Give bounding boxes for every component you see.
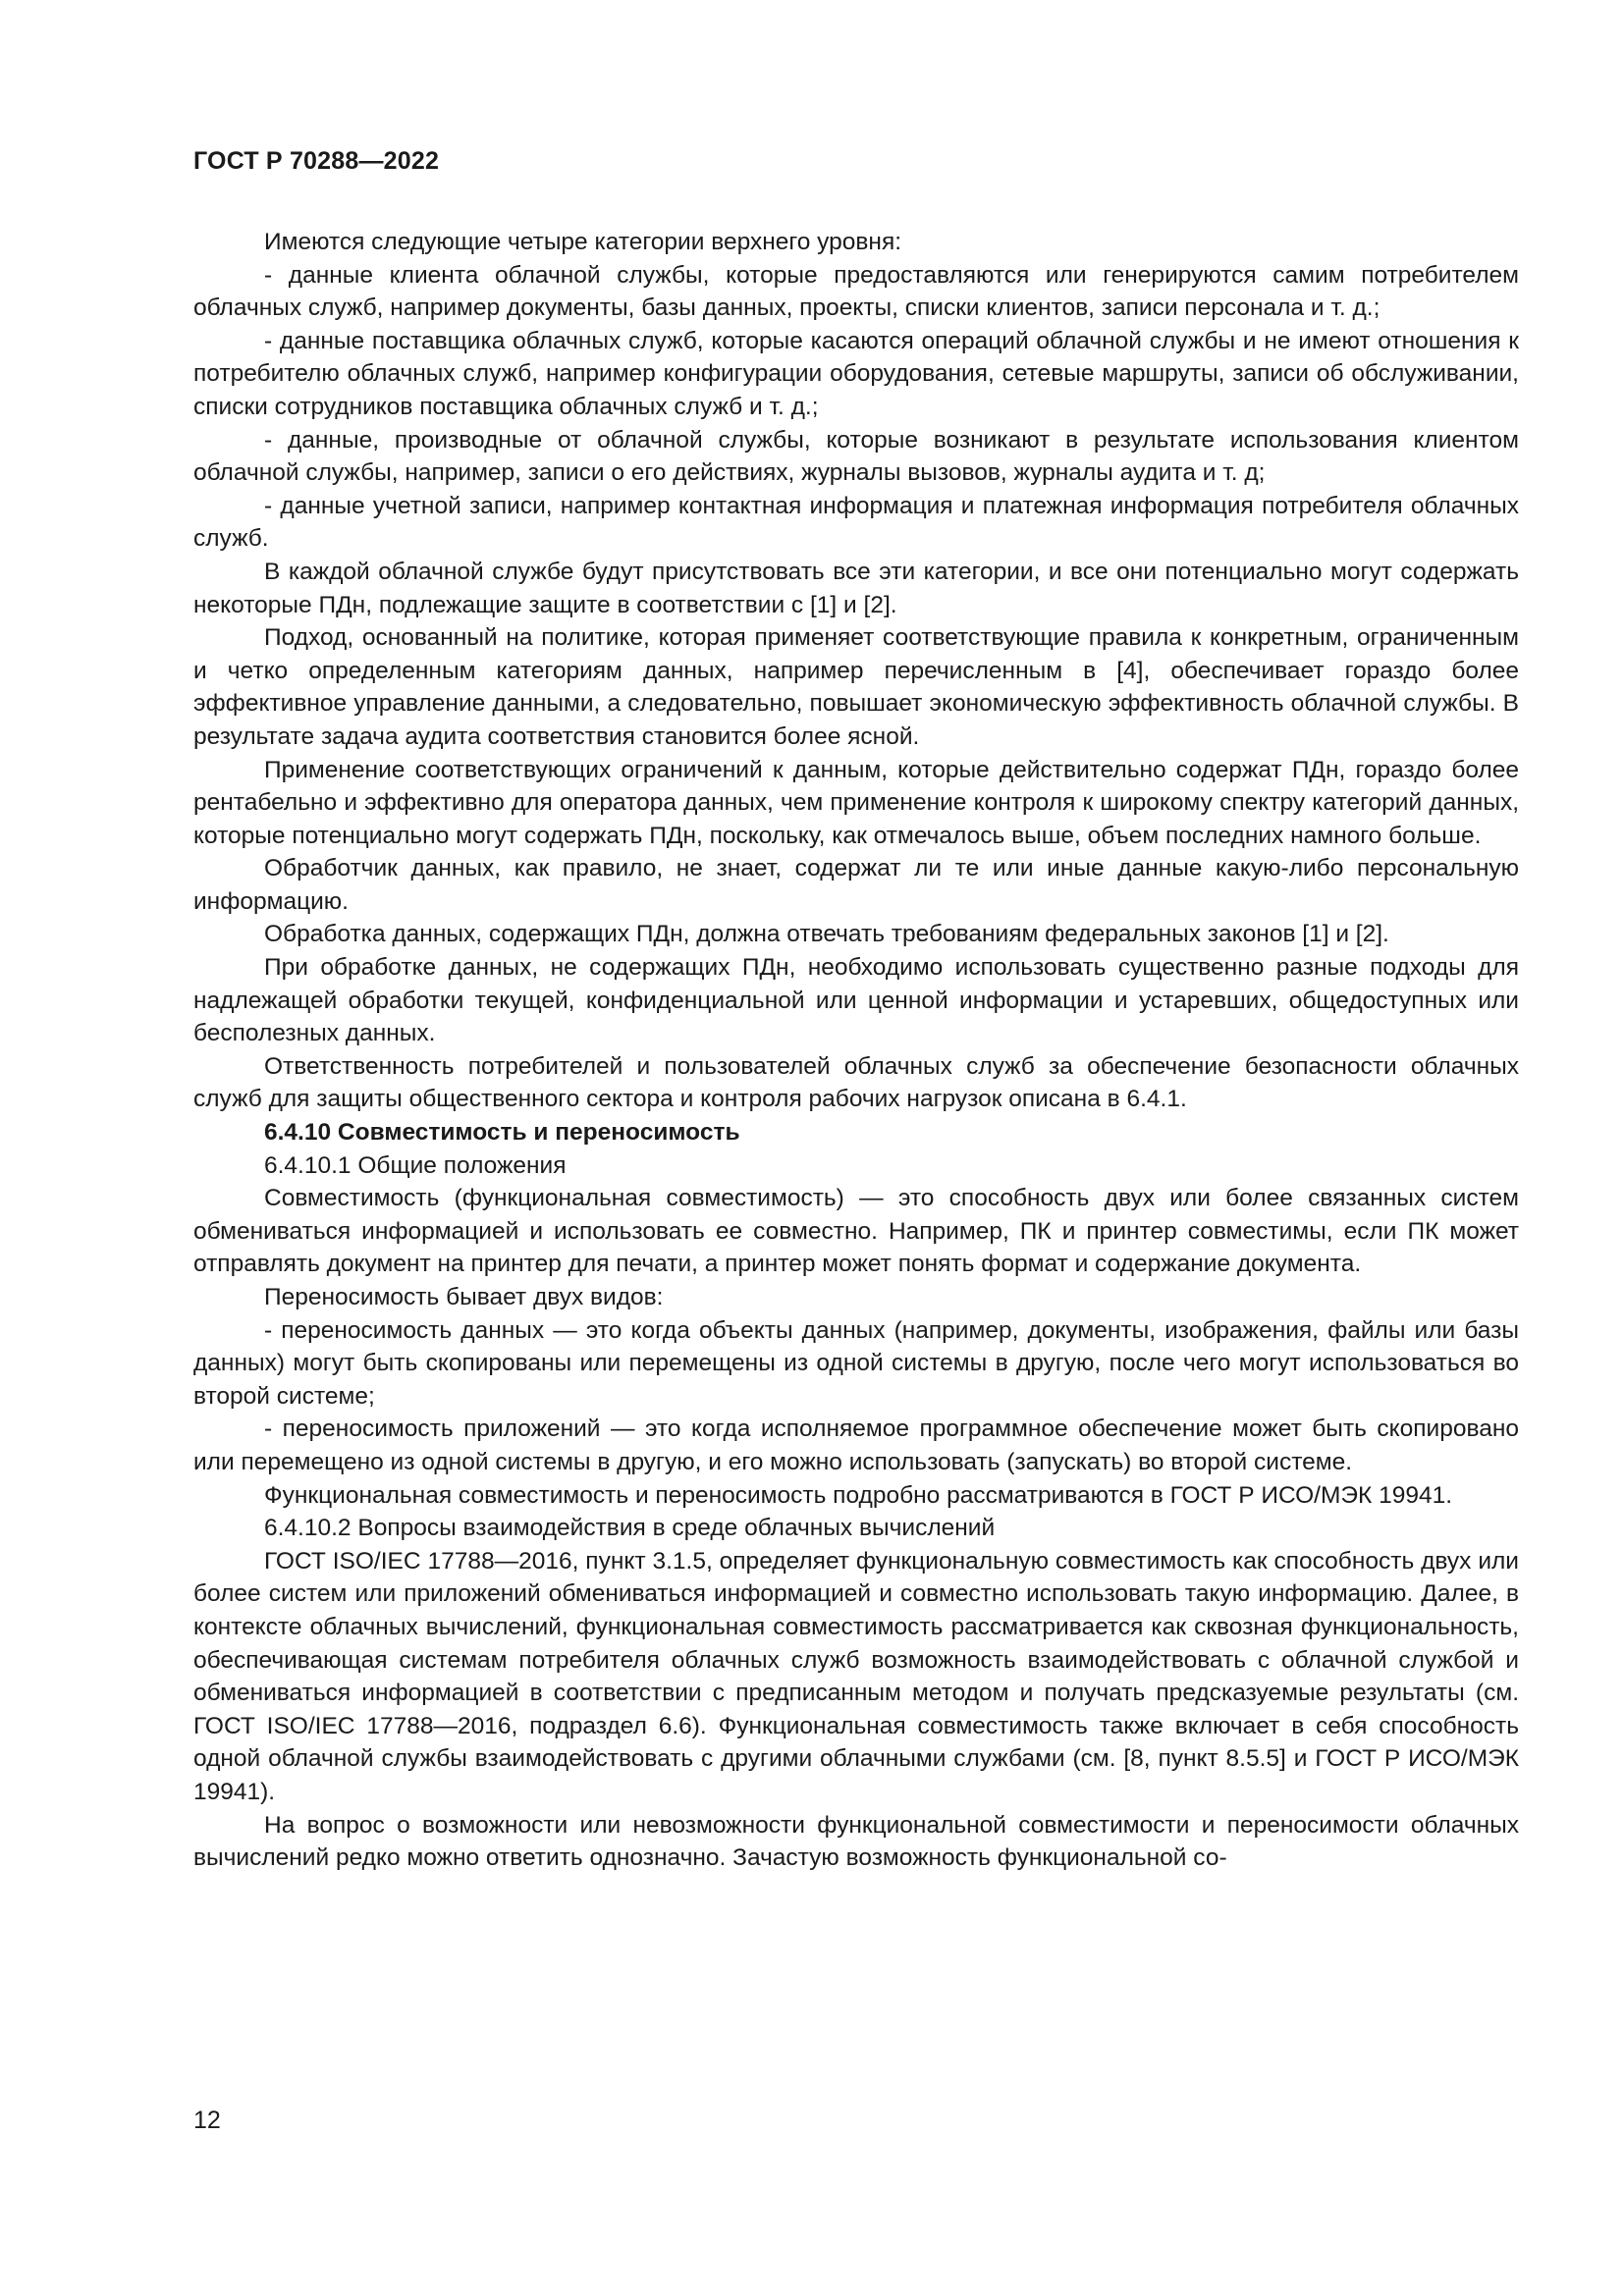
paragraph: Функциональная совместимость и переносимость подробно рассматриваются в ГОСТ Р ИСО/МЭК 19941. [264, 1481, 1452, 1509]
paragraph: Совместимость (функциональная совместимость) — это способность двух или более связанных систем обмениваться информацией и использовать ее совместно. Например, ПК и принтер совместимы, если ПК может отправлять документ на принтер для печати, а принтер может понять формат и содержание документа. [193, 1185, 1519, 1278]
list-item: - переносимость данных — это когда объекты данных (например, документы, изображения, файлы или базы данных) могут быть скопированы или перемещены из одной системы в другую, после чего могут использоваться во второй системе; [193, 1316, 1519, 1410]
paragraph: При обработке данных, не содержащих ПДн, необходимо использовать существенно разные подходы для надлежащей обработки текущей, конфиденциальной или ценной информации и устаревших, общедоступных или бесполезных данных. [193, 954, 1519, 1047]
paragraph: Ответственность потребителей и пользователей облачных служб за обеспечение безопасности облачных служб для защиты общественного сектора и контроля рабочих нагрузок описана в 6.4.1. [193, 1052, 1519, 1113]
paragraph: ГОСТ ISO/IEC 17788—2016, пункт 3.1.5, определяет функциональную совместимость как способность двух или более систем или приложений обмениваться информацией и совместно использовать такую информацию. Далее, в контексте облачных вычислений, функциональная совместимость рассматривается как сквозная функциональность, обеспечивающая системам потребителя облачных служб возможность взаимодействовать с облачной службой и обмениваться информацией в соответствии с предписанным методом и получать предсказуемые результаты (см. ГОСТ ISO/IEC 17788—2016, подраздел 6.6). Функциональная совместимость также включает в себя способность одной облачной службы взаимодействовать с другими облачными службами (см. [8, пункт 8.5.5] и ГОСТ Р ИСО/МЭК 19941). [193, 1547, 1519, 1805]
subsection-heading: 6.4.10.2 Вопросы взаимодействия в среде облачных вычислений [264, 1515, 996, 1542]
subsection-heading: 6.4.10.1 Общие положения [264, 1151, 567, 1179]
list-item: - переносимость приложений — это когда исполняемое программное обеспечение может быть скопировано или перемещено из одной системы в другую, и его можно использовать (запускать) во второй системе. [193, 1415, 1519, 1475]
paragraph: В каждой облачной службе будут присутствовать все эти категории, и все они потенциально могут содержать некоторые ПДн, подлежащие защите в соответствии с [1] и [2]. [193, 558, 1519, 618]
paragraph: Имеются следующие четыре категории верхнего уровня: [264, 229, 902, 255]
paragraph: На вопрос о возможности или невозможности функциональной совместимости и переносимости облачных вычислений редко можно ответить однозначно. Зачастую возможность функциональной со- [193, 1811, 1519, 1872]
document-header: ГОСТ Р 70288—2022 [193, 147, 440, 175]
page-number: 12 [193, 2107, 221, 2134]
list-item: - данные, производные от облачной службы, которые возникают в результате использования клиентом облачной службы, например, записи о его действиях, журналы вызовов, журналы аудита и т. д; [193, 426, 1519, 487]
document-body [193, 226, 1519, 1875]
list-item: - данные поставщика облачных служб, которые касаются операций облачной службы и не имеют отношения к потребителю облачных служб, например конфигурации оборудования, сетевые маршруты, записи об обслуживании, списки сотрудников поставщика облачных служб и т. д.; [193, 327, 1519, 420]
list-item: - данные клиента облачной службы, которые предоставляются или генерируются самим потребителем облачных служб, например документы, базы данных, проекты, списки клиентов, записи персонала и т. д.; [193, 261, 1519, 322]
paragraph: Применение соответствующих ограничений к данным, которые действительно содержат ПДн, гораздо более рентабельно и эффективно для оператора данных, чем применение контроля к широкому спектру категорий данных, которые потенциально могут содержать ПДн, поскольку, как отмечалось выше, объем последних намного больше. [193, 756, 1519, 849]
paragraph: Подход, основанный на политике, которая применяет соответствующие правила к конкретным, ограниченным и четко определенным категориям данных, например перечисленным в [4], обеспечивает гораздо более эффективное управление данными, а следовательно, повышает экономическую эффективность облачной службы. В результате задача аудита соответствия становится более ясной. [193, 624, 1519, 750]
paragraph: Обработчик данных, как правило, не знает, содержат ли те или иные данные какую-либо персональную информацию. [193, 855, 1519, 915]
section-heading: 6.4.10 Совместимость и переносимость [264, 1119, 740, 1147]
paragraph: Обработка данных, содержащих ПДн, должна отвечать требованиям федеральных законов [1] и [2]. [264, 921, 1389, 948]
list-item: - данные учетной записи, например контактная информация и платежная информация потребителя облачных служб. [193, 492, 1519, 553]
paragraph: Переносимость бывает двух видов: [264, 1284, 664, 1310]
